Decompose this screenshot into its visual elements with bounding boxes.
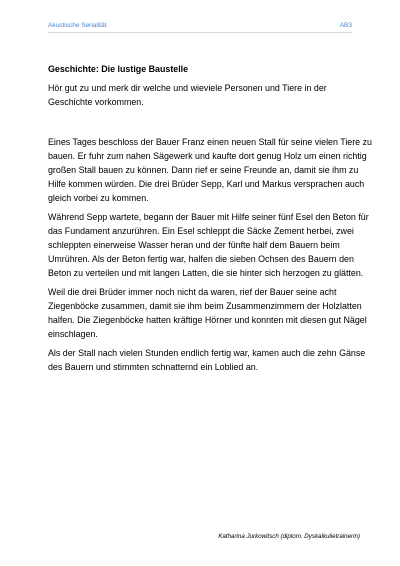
header-worksheet-number: AB3	[339, 22, 352, 29]
author-credit: Katharina Jurkowitsch (diplom. Dyskalkulietrainerin)	[218, 533, 360, 540]
story-paragraph-1: Eines Tages beschloss der Bauer Franz einen neuen Stall für seine vielen Tiere zu bauen. Er fuhr zum nahen Sägewerk und kaufte dort genug Holz um einen richtig großen Stall bauen zu können. Dann rief er seine Freunde an, damit sie ihm zu Hilfe kommen würden. Die drei Brüder Sepp, Karl und Markus versprachen auch gleich vorbei zu kommen.	[48, 137, 372, 203]
story-paragraph-2: Während Sepp wartete, begann der Bauer mit Hilfe seiner fünf Esel den Beton für das Fundament anzurühren. Ein Esel schleppt die Säcke Zement herbei, zwei schleppten einerweise Wasser heran und der fünfte half dem Bauern beim Umrühren. Als der Beton fertig war, halfen die sieben Ochsen des Bauern den Beton zu verteilen und mit langen Latten, die sie hinter sich herzogen zu glätten.	[48, 212, 369, 278]
story-paragraph-4: Als der Stall nach vielen Stunden endlich fertig war, kamen auch die zehn Gänse des Bauern und stimmten schnatternd ein Loblied an.	[48, 348, 366, 372]
page-header	[48, 22, 352, 33]
document-body	[48, 62, 372, 379]
header-subject: Akustische Serialität	[48, 22, 107, 29]
story-paragraph-3: Weil die drei Brüder immer noch nicht da waren, rief der Bauer seine acht Ziegenböcke zusammen, damit sie ihm beim Zusammenzimmern der Holzlatten halfen. Die Ziegenböcke hatten kräftige Hörner und konnten mit diesen gut Nägel einschlagen.	[48, 287, 367, 339]
story-title: Geschichte: Die lustige Baustelle	[48, 64, 189, 74]
story-instruction: Hör gut zu und merk dir welche und wieviele Personen und Tiere in der Geschichte vorkommen.	[48, 83, 327, 107]
